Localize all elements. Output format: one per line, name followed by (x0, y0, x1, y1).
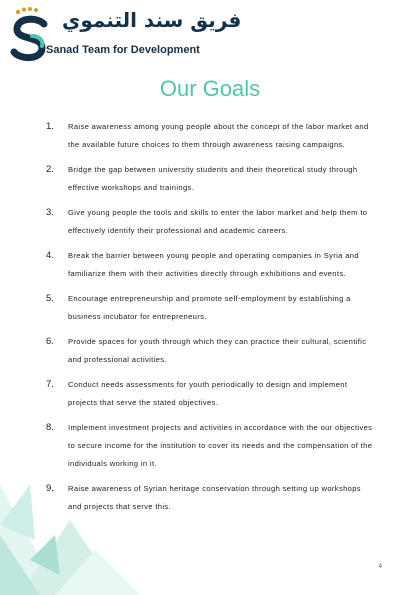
logo-english-name: Sanad Team for Development (46, 44, 200, 56)
organization-logo (6, 4, 242, 66)
goal-number: 5. (46, 293, 54, 304)
goal-number: 6. (46, 336, 54, 347)
goal-item (46, 333, 374, 369)
goal-number: 9. (46, 483, 54, 494)
goal-number: 8. (46, 422, 54, 433)
goal-number: 2. (46, 164, 54, 175)
goal-item (46, 376, 374, 412)
goal-item (46, 290, 374, 326)
decorative-corner-shapes (0, 465, 150, 595)
goal-text: Implement investment projects and activities in accordance with the our objectives to secure income for the institution to cover its needs and the compensation of the individuals working in it. (68, 423, 373, 468)
goal-text: Bridge the gap between university students and their theoretical study through effective workshops and trainings. (68, 165, 358, 192)
goal-text: Give young people the tools and skills to enter the labor market and help them to effectively identify their professional and academic careers. (68, 208, 368, 235)
goal-text: Encourage entrepreneurship and promote self-employment by establishing a business incubator for entrepreneurs. (68, 294, 351, 321)
goal-text: Raise awareness of Syrian heritage conservation through setting up workshops and projects that serve this. (68, 484, 361, 511)
goal-text: Break the barrier between young people and operating companies in Syria and familiarize them with their activities directly through exhibitions and events. (68, 251, 359, 278)
goal-item (46, 247, 374, 283)
goal-number: 3. (46, 207, 54, 218)
page-title: Our Goals (159, 76, 261, 101)
goal-number: 4. (46, 250, 54, 261)
page-number: 4 (378, 564, 382, 570)
goal-item (46, 161, 374, 197)
logo-arabic-name: فريق سند التنموي (62, 8, 242, 32)
goal-number: 1. (46, 121, 54, 132)
goals-list (46, 118, 374, 523)
goal-item (46, 204, 374, 240)
goal-item (46, 118, 374, 154)
goal-number: 7. (46, 379, 54, 390)
goal-text: Conduct needs assessments for youth periodically to design and implement projects that serve the stated objectives. (68, 380, 348, 407)
goal-text: Raise awareness among young people about the concept of the labor market and the available future choices to them through awareness raising campaigns. (68, 122, 369, 149)
goal-text: Provide spaces for youth through which they can practice their cultural, scientific and professional activities. (68, 337, 367, 364)
